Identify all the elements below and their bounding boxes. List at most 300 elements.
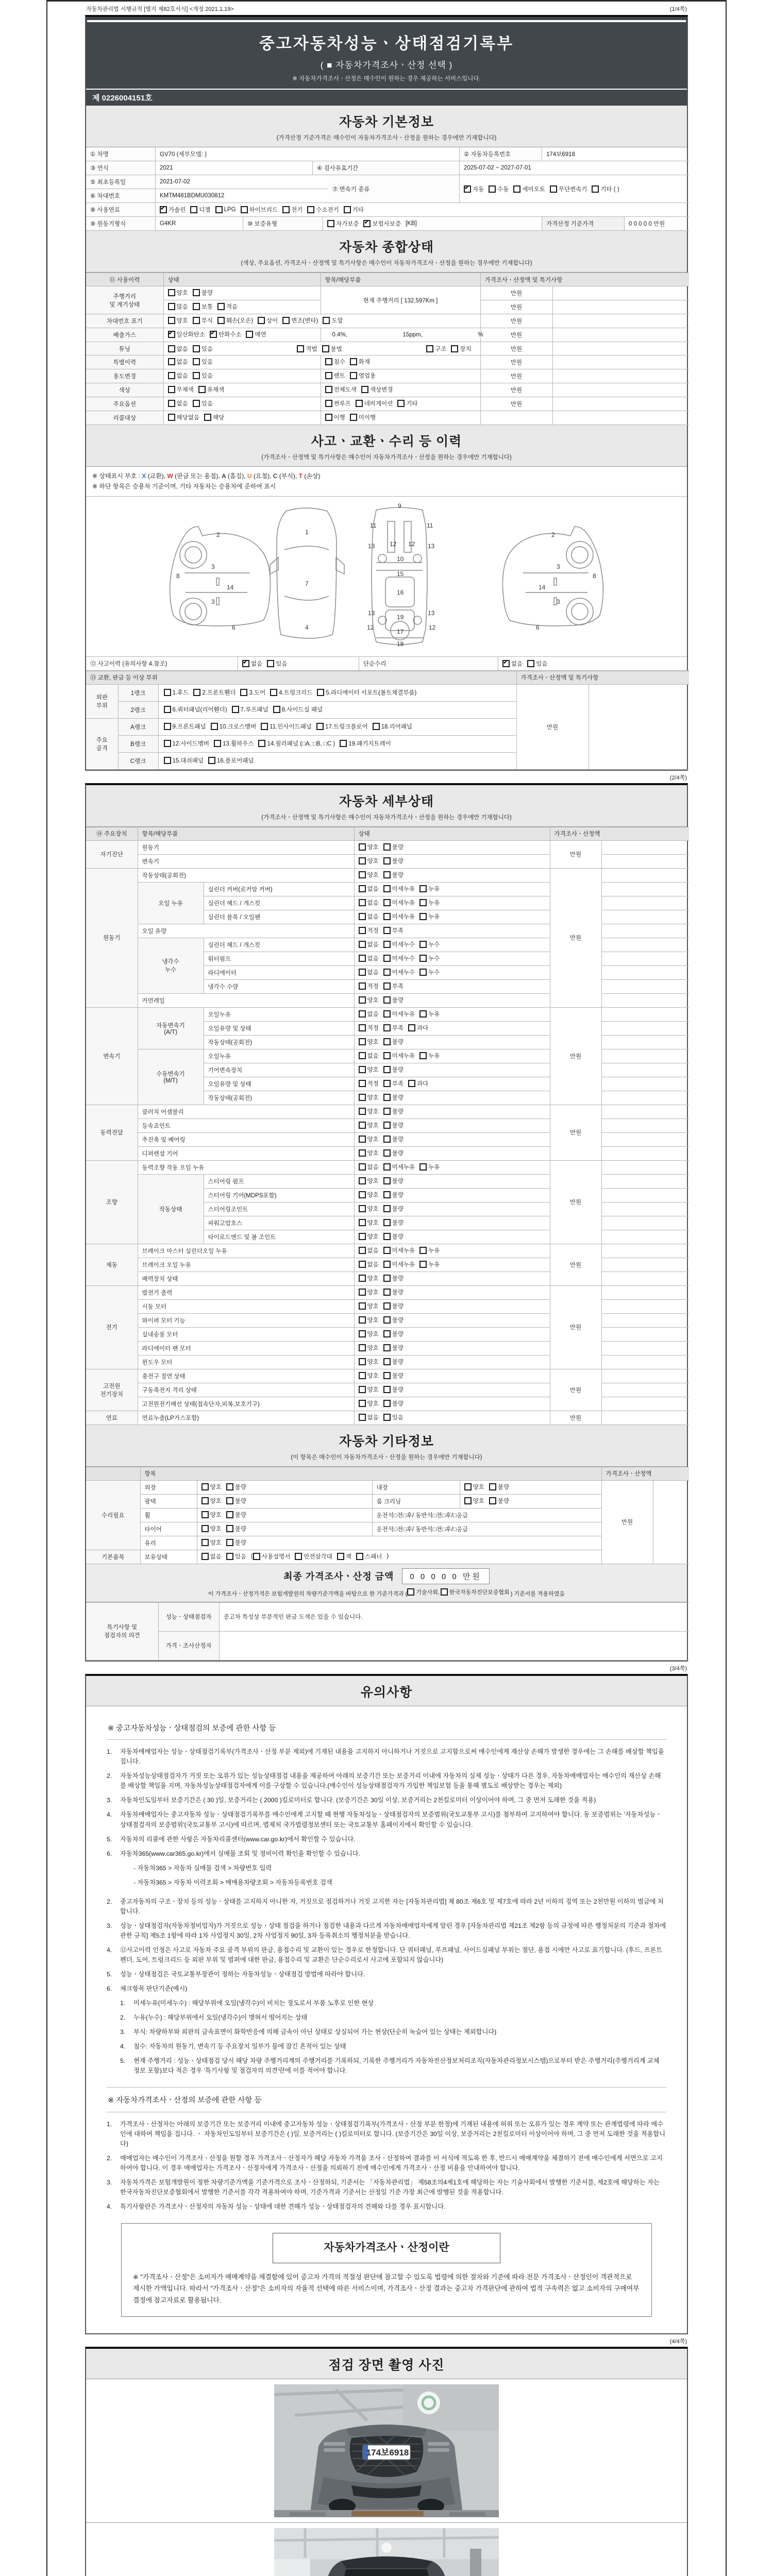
checkbox-icon[interactable] bbox=[359, 1066, 366, 1073]
checkbox-option[interactable] bbox=[359, 1399, 379, 1408]
checkbox-option[interactable] bbox=[168, 330, 206, 338]
checkbox-option[interactable] bbox=[359, 1344, 379, 1352]
checkbox-icon[interactable] bbox=[359, 899, 366, 906]
checkbox-icon[interactable] bbox=[325, 414, 332, 421]
checkbox-icon[interactable] bbox=[327, 220, 334, 227]
checkbox-option[interactable] bbox=[226, 1483, 246, 1491]
checkbox-option[interactable] bbox=[383, 1218, 404, 1227]
checkbox-icon[interactable] bbox=[322, 345, 329, 352]
checkbox-option[interactable] bbox=[350, 371, 376, 380]
checkbox-option[interactable] bbox=[359, 1052, 379, 1060]
checkbox-option[interactable] bbox=[226, 1497, 246, 1505]
part-checkbox-option[interactable] bbox=[340, 739, 391, 748]
checkbox-icon[interactable] bbox=[246, 331, 253, 338]
checkbox-icon[interactable] bbox=[226, 1525, 233, 1532]
checkbox-option[interactable] bbox=[383, 1274, 404, 1282]
checkbox-option[interactable] bbox=[383, 940, 415, 948]
checkbox-option[interactable] bbox=[359, 1330, 379, 1338]
checkbox-icon[interactable] bbox=[201, 1553, 209, 1560]
checkbox-icon[interactable] bbox=[164, 689, 171, 696]
checkbox-icon[interactable] bbox=[464, 1497, 472, 1504]
checkbox-icon[interactable] bbox=[359, 941, 366, 948]
checkbox-icon[interactable] bbox=[383, 857, 391, 865]
checkbox-option[interactable] bbox=[419, 1010, 440, 1018]
checkbox-option[interactable] bbox=[383, 1010, 415, 1018]
checkbox-option[interactable] bbox=[242, 659, 262, 668]
checkbox-icon[interactable] bbox=[383, 927, 391, 934]
checkbox-option[interactable] bbox=[383, 885, 415, 893]
checkbox-icon[interactable] bbox=[258, 740, 265, 747]
checkbox-option[interactable] bbox=[419, 940, 440, 948]
checkbox-option[interactable] bbox=[193, 345, 213, 353]
checkbox-icon[interactable] bbox=[419, 969, 427, 976]
checkbox-option[interactable] bbox=[383, 1065, 404, 1074]
checkbox-option[interactable] bbox=[356, 399, 393, 408]
part-checkbox-option[interactable] bbox=[211, 722, 257, 731]
checkbox-icon[interactable] bbox=[240, 689, 247, 696]
checkbox-icon[interactable] bbox=[359, 1414, 366, 1421]
checkbox-icon[interactable] bbox=[419, 1163, 427, 1171]
checkbox-option[interactable] bbox=[359, 1232, 379, 1241]
checkbox-icon[interactable] bbox=[297, 345, 304, 352]
checkbox-icon[interactable] bbox=[383, 1316, 391, 1324]
part-checkbox-option[interactable] bbox=[316, 722, 368, 731]
checkbox-icon[interactable] bbox=[359, 1302, 366, 1310]
checkbox-icon[interactable] bbox=[217, 303, 225, 310]
checkbox-option[interactable] bbox=[359, 1010, 379, 1018]
checkbox-option[interactable] bbox=[592, 185, 619, 193]
checkbox-icon[interactable] bbox=[168, 372, 175, 379]
checkbox-icon[interactable] bbox=[408, 1024, 415, 1031]
checkbox-icon[interactable] bbox=[168, 400, 175, 407]
checkbox-icon[interactable] bbox=[325, 372, 332, 379]
checkbox-icon[interactable] bbox=[214, 740, 221, 747]
checkbox-option[interactable] bbox=[408, 1079, 428, 1088]
checkbox-icon[interactable] bbox=[273, 706, 280, 713]
checkbox-icon[interactable] bbox=[359, 1219, 366, 1226]
checkbox-icon[interactable] bbox=[215, 206, 223, 213]
checkbox-icon[interactable] bbox=[359, 1136, 366, 1143]
checkbox-icon[interactable] bbox=[383, 1136, 391, 1143]
checkbox-icon[interactable] bbox=[193, 400, 200, 407]
checkbox-option[interactable] bbox=[383, 1177, 404, 1185]
checkbox-icon[interactable] bbox=[426, 345, 433, 352]
checkbox-option[interactable] bbox=[383, 871, 404, 879]
checkbox-option[interactable] bbox=[359, 1274, 379, 1282]
checkbox-option[interactable] bbox=[168, 358, 188, 366]
checkbox-icon[interactable] bbox=[201, 1497, 209, 1504]
checkbox-icon[interactable] bbox=[359, 1330, 366, 1337]
checkbox-checked-icon[interactable] bbox=[464, 185, 471, 193]
checkbox-option[interactable] bbox=[359, 1024, 379, 1032]
checkbox-icon[interactable] bbox=[383, 1149, 391, 1157]
checkbox-icon[interactable] bbox=[168, 358, 175, 365]
checkbox-icon[interactable] bbox=[383, 969, 391, 976]
checkbox-icon[interactable] bbox=[193, 303, 200, 310]
part-checkbox-option[interactable] bbox=[317, 688, 416, 697]
checkbox-option[interactable] bbox=[193, 289, 213, 297]
checkbox-option[interactable] bbox=[201, 1552, 222, 1561]
checkbox-icon[interactable] bbox=[359, 1386, 366, 1393]
checkbox-icon[interactable] bbox=[397, 400, 405, 407]
checkbox-icon[interactable] bbox=[513, 185, 520, 193]
checkbox-option[interactable] bbox=[201, 1511, 222, 1519]
checkbox-icon[interactable] bbox=[383, 871, 391, 878]
checkbox-option[interactable] bbox=[383, 843, 404, 851]
checkbox-option[interactable] bbox=[419, 912, 440, 921]
checkbox-icon[interactable] bbox=[383, 1261, 391, 1268]
checkbox-option[interactable] bbox=[160, 206, 186, 214]
checkbox-icon[interactable] bbox=[383, 1414, 391, 1421]
checkbox-option[interactable] bbox=[201, 1538, 222, 1547]
checkbox-option[interactable] bbox=[337, 1552, 351, 1561]
checkbox-icon[interactable] bbox=[359, 927, 366, 934]
checkbox-icon[interactable] bbox=[383, 982, 391, 990]
checkbox-option[interactable] bbox=[383, 1121, 404, 1129]
checkbox-icon[interactable] bbox=[451, 345, 458, 352]
checkbox-icon[interactable] bbox=[383, 1038, 391, 1045]
checkbox-option[interactable] bbox=[464, 185, 484, 193]
checkbox-icon[interactable] bbox=[408, 1080, 415, 1087]
part-checkbox-option[interactable] bbox=[214, 739, 254, 748]
checkbox-option[interactable] bbox=[359, 1121, 379, 1129]
part-checkbox-option[interactable] bbox=[373, 722, 412, 731]
checkbox-icon[interactable] bbox=[419, 885, 427, 892]
checkbox-checked-icon[interactable] bbox=[168, 331, 175, 338]
checkbox-option[interactable] bbox=[282, 316, 318, 325]
checkbox-option[interactable] bbox=[383, 1385, 404, 1394]
checkbox-icon[interactable] bbox=[527, 660, 534, 667]
checkbox-icon[interactable] bbox=[204, 414, 211, 421]
checkbox-icon[interactable] bbox=[419, 941, 427, 948]
checkbox-icon[interactable] bbox=[383, 1080, 391, 1087]
checkbox-option[interactable] bbox=[383, 968, 415, 976]
checkbox-icon[interactable] bbox=[419, 1261, 427, 1268]
checkbox-option[interactable] bbox=[226, 1538, 246, 1547]
checkbox-option[interactable] bbox=[359, 996, 379, 1004]
checkbox-option[interactable] bbox=[204, 413, 224, 421]
checkbox-icon[interactable] bbox=[383, 843, 391, 851]
checkbox-option[interactable] bbox=[451, 345, 471, 353]
checkbox-option[interactable] bbox=[344, 206, 364, 214]
checkbox-icon[interactable] bbox=[383, 941, 391, 948]
checkbox-icon[interactable] bbox=[359, 885, 366, 892]
checkbox-option[interactable] bbox=[383, 954, 415, 962]
checkbox-option[interactable] bbox=[323, 316, 343, 325]
checkbox-icon[interactable] bbox=[193, 372, 200, 379]
checkbox-option[interactable] bbox=[198, 385, 224, 394]
checkbox-option[interactable] bbox=[359, 1065, 379, 1074]
checkbox-icon[interactable] bbox=[226, 1539, 233, 1546]
checkbox-option[interactable] bbox=[168, 289, 188, 297]
checkbox-option[interactable] bbox=[359, 1316, 379, 1324]
checkbox-option[interactable] bbox=[327, 219, 359, 228]
checkbox-option[interactable] bbox=[383, 1344, 404, 1352]
part-checkbox-option[interactable] bbox=[164, 705, 227, 714]
checkbox-option[interactable] bbox=[359, 1288, 379, 1296]
checkbox-icon[interactable] bbox=[383, 1358, 391, 1365]
checkbox-icon[interactable] bbox=[168, 317, 175, 324]
checkbox-icon[interactable] bbox=[193, 358, 200, 365]
checkbox-option[interactable] bbox=[168, 413, 199, 421]
checkbox-option[interactable] bbox=[383, 982, 404, 990]
part-checkbox-option[interactable] bbox=[208, 756, 254, 765]
checkbox-option[interactable] bbox=[441, 1588, 510, 1596]
checkbox-option[interactable] bbox=[217, 302, 238, 311]
checkbox-icon[interactable] bbox=[164, 723, 171, 730]
checkbox-icon[interactable] bbox=[383, 1205, 391, 1212]
checkbox-icon[interactable] bbox=[241, 206, 248, 213]
checkbox-icon[interactable] bbox=[383, 1219, 391, 1226]
checkbox-icon[interactable] bbox=[489, 1497, 496, 1504]
checkbox-icon[interactable] bbox=[193, 345, 200, 352]
checkbox-icon[interactable] bbox=[464, 1483, 472, 1490]
checkbox-icon[interactable] bbox=[226, 1497, 233, 1504]
checkbox-option[interactable] bbox=[359, 1191, 379, 1199]
checkbox-icon[interactable] bbox=[359, 843, 366, 851]
checkbox-option[interactable] bbox=[426, 345, 446, 353]
checkbox-icon[interactable] bbox=[383, 913, 391, 920]
checkbox-icon[interactable] bbox=[359, 1344, 366, 1351]
checkbox-option[interactable] bbox=[168, 345, 188, 353]
checkbox-icon[interactable] bbox=[350, 358, 357, 365]
checkbox-option[interactable] bbox=[359, 885, 379, 893]
checkbox-option[interactable] bbox=[193, 358, 213, 366]
checkbox-icon[interactable] bbox=[350, 414, 357, 421]
checkbox-icon[interactable] bbox=[201, 1483, 209, 1490]
checkbox-icon[interactable] bbox=[168, 386, 175, 393]
checkbox-icon[interactable] bbox=[383, 1066, 391, 1073]
checkbox-option[interactable] bbox=[383, 1135, 404, 1143]
checkbox-option[interactable] bbox=[168, 316, 188, 325]
checkbox-option[interactable] bbox=[359, 1413, 379, 1421]
checkbox-icon[interactable] bbox=[190, 206, 197, 213]
checkbox-icon[interactable] bbox=[383, 1108, 391, 1115]
checkbox-icon[interactable] bbox=[383, 1400, 391, 1407]
checkbox-icon[interactable] bbox=[307, 206, 314, 213]
checkbox-option[interactable] bbox=[383, 1163, 415, 1171]
checkbox-option[interactable] bbox=[282, 206, 303, 214]
checkbox-icon[interactable] bbox=[359, 1108, 366, 1115]
part-checkbox-option[interactable] bbox=[193, 688, 236, 697]
checkbox-icon[interactable] bbox=[383, 1122, 391, 1129]
checkbox-option[interactable] bbox=[359, 968, 379, 976]
checkbox-option[interactable] bbox=[359, 1149, 379, 1157]
checkbox-option[interactable] bbox=[359, 1385, 379, 1394]
checkbox-option[interactable] bbox=[359, 1038, 379, 1046]
checkbox-option[interactable] bbox=[419, 1260, 440, 1268]
checkbox-option[interactable] bbox=[325, 385, 357, 394]
checkbox-option[interactable] bbox=[359, 1177, 379, 1185]
checkbox-icon[interactable] bbox=[359, 1080, 366, 1087]
checkbox-option[interactable] bbox=[325, 399, 351, 408]
checkbox-option[interactable] bbox=[226, 1552, 246, 1561]
checkbox-checked-icon[interactable] bbox=[160, 206, 167, 213]
checkbox-option[interactable] bbox=[350, 413, 376, 421]
checkbox-option[interactable] bbox=[193, 399, 213, 408]
checkbox-icon[interactable] bbox=[359, 1094, 366, 1101]
checkbox-option[interactable] bbox=[527, 659, 547, 668]
checkbox-icon[interactable] bbox=[295, 1553, 302, 1560]
checkbox-option[interactable] bbox=[226, 1524, 246, 1533]
checkbox-option[interactable] bbox=[419, 899, 440, 907]
checkbox-option[interactable] bbox=[419, 968, 440, 976]
checkbox-option[interactable] bbox=[193, 302, 213, 311]
checkbox-option[interactable] bbox=[359, 1107, 379, 1115]
checkbox-option[interactable] bbox=[363, 219, 401, 228]
checkbox-icon[interactable] bbox=[373, 723, 380, 730]
checkbox-option[interactable] bbox=[258, 316, 278, 325]
checkbox-icon[interactable] bbox=[317, 689, 324, 696]
checkbox-icon[interactable] bbox=[383, 1233, 391, 1240]
checkbox-option[interactable] bbox=[297, 345, 317, 353]
part-checkbox-option[interactable] bbox=[164, 756, 204, 765]
checkbox-option[interactable] bbox=[464, 1483, 484, 1491]
checkbox-icon[interactable] bbox=[419, 1052, 427, 1059]
checkbox-option[interactable] bbox=[383, 1399, 404, 1408]
checkbox-icon[interactable] bbox=[250, 1553, 260, 1560]
checkbox-option[interactable] bbox=[210, 330, 241, 338]
checkbox-option[interactable] bbox=[359, 1163, 379, 1171]
checkbox-option[interactable] bbox=[383, 1205, 404, 1213]
checkbox-option[interactable] bbox=[322, 345, 342, 353]
checkbox-option[interactable] bbox=[359, 1246, 379, 1255]
checkbox-icon[interactable] bbox=[201, 1525, 209, 1532]
checkbox-option[interactable] bbox=[383, 1246, 415, 1255]
checkbox-icon[interactable] bbox=[359, 1163, 366, 1171]
checkbox-option[interactable] bbox=[383, 1260, 415, 1268]
checkbox-icon[interactable] bbox=[323, 317, 330, 324]
checkbox-option[interactable] bbox=[168, 371, 188, 380]
checkbox-option[interactable] bbox=[193, 371, 213, 380]
checkbox-option[interactable] bbox=[464, 1497, 484, 1505]
checkbox-icon[interactable] bbox=[168, 289, 175, 296]
checkbox-icon[interactable] bbox=[359, 1400, 366, 1407]
checkbox-icon[interactable] bbox=[359, 1177, 366, 1184]
checkbox-icon[interactable] bbox=[550, 185, 557, 193]
checkbox-icon[interactable] bbox=[211, 723, 218, 730]
part-checkbox-option[interactable] bbox=[273, 705, 323, 714]
checkbox-option[interactable] bbox=[215, 206, 236, 213]
checkbox-icon[interactable] bbox=[340, 740, 347, 747]
checkbox-icon[interactable] bbox=[592, 185, 599, 193]
checkbox-option[interactable] bbox=[383, 1371, 404, 1380]
checkbox-icon[interactable] bbox=[419, 899, 427, 906]
filled-checkbox-icon[interactable]: ■ bbox=[327, 60, 333, 70]
checkbox-icon[interactable] bbox=[383, 996, 391, 1004]
checkbox-option[interactable] bbox=[489, 1483, 509, 1491]
checkbox-option[interactable] bbox=[383, 1316, 404, 1324]
checkbox-option[interactable] bbox=[193, 316, 213, 325]
checkbox-icon[interactable] bbox=[258, 317, 265, 324]
checkbox-icon[interactable] bbox=[383, 1052, 391, 1059]
checkbox-option[interactable] bbox=[359, 982, 379, 990]
checkbox-icon[interactable] bbox=[359, 955, 366, 962]
checkbox-icon[interactable] bbox=[193, 317, 200, 324]
checkbox-option[interactable] bbox=[217, 316, 253, 325]
checkbox-option[interactable] bbox=[550, 185, 587, 193]
checkbox-icon[interactable] bbox=[383, 1024, 391, 1031]
checkbox-option[interactable] bbox=[397, 399, 417, 408]
checkbox-option[interactable] bbox=[383, 912, 415, 921]
checkbox-option[interactable] bbox=[361, 385, 393, 394]
checkbox-icon[interactable] bbox=[217, 317, 225, 324]
checkbox-icon[interactable] bbox=[226, 1511, 233, 1518]
checkbox-checked-icon[interactable] bbox=[242, 660, 249, 667]
checkbox-icon[interactable] bbox=[168, 414, 175, 421]
checkbox-icon[interactable] bbox=[383, 1163, 391, 1171]
checkbox-option[interactable] bbox=[359, 1218, 379, 1227]
checkbox-icon[interactable] bbox=[359, 871, 366, 878]
checkbox-icon[interactable] bbox=[208, 757, 215, 764]
part-checkbox-option[interactable] bbox=[258, 739, 335, 748]
checkbox-option[interactable] bbox=[419, 885, 440, 893]
checkbox-icon[interactable] bbox=[383, 1191, 391, 1198]
checkbox-icon[interactable] bbox=[359, 969, 366, 976]
checkbox-option[interactable] bbox=[359, 1371, 379, 1380]
checkbox-option[interactable] bbox=[359, 940, 379, 948]
checkbox-option[interactable] bbox=[419, 954, 440, 962]
checkbox-option[interactable] bbox=[359, 926, 379, 935]
checkbox-option[interactable] bbox=[419, 1246, 440, 1255]
part-checkbox-option[interactable] bbox=[164, 688, 189, 697]
checkbox-icon[interactable] bbox=[419, 913, 427, 920]
part-checkbox-option[interactable] bbox=[240, 688, 265, 697]
checkbox-option[interactable] bbox=[359, 1135, 379, 1143]
checkbox-icon[interactable] bbox=[359, 1233, 366, 1240]
checkbox-icon[interactable] bbox=[359, 1052, 366, 1059]
checkbox-icon[interactable] bbox=[359, 1247, 366, 1254]
checkbox-icon[interactable] bbox=[282, 206, 290, 213]
checkbox-option[interactable] bbox=[359, 871, 379, 879]
checkbox-option[interactable] bbox=[359, 1260, 379, 1268]
checkbox-icon[interactable] bbox=[359, 857, 366, 865]
checkbox-option[interactable] bbox=[295, 1552, 332, 1561]
checkbox-icon[interactable] bbox=[201, 1511, 209, 1518]
checkbox-option[interactable] bbox=[383, 857, 404, 865]
checkbox-option[interactable] bbox=[383, 1232, 404, 1241]
checkbox-icon[interactable] bbox=[164, 740, 171, 747]
checkbox-icon[interactable] bbox=[267, 660, 274, 667]
checkbox-option[interactable] bbox=[325, 358, 345, 366]
checkbox-icon[interactable] bbox=[419, 955, 427, 962]
checkbox-icon[interactable] bbox=[359, 982, 366, 990]
checkbox-icon[interactable] bbox=[350, 372, 357, 379]
checkbox-icon[interactable] bbox=[489, 1483, 496, 1490]
checkbox-option[interactable] bbox=[325, 371, 345, 380]
checkbox-icon[interactable] bbox=[226, 1553, 233, 1560]
checkbox-icon[interactable] bbox=[193, 289, 200, 296]
checkbox-icon[interactable] bbox=[383, 1344, 391, 1351]
checkbox-icon[interactable] bbox=[383, 1177, 391, 1184]
checkbox-option[interactable] bbox=[359, 954, 379, 962]
checkbox-option[interactable] bbox=[325, 413, 345, 421]
checkbox-icon[interactable] bbox=[359, 1275, 366, 1282]
checkbox-icon[interactable] bbox=[193, 689, 200, 696]
checkbox-icon[interactable] bbox=[383, 1275, 391, 1282]
part-checkbox-option[interactable] bbox=[232, 705, 268, 714]
checkbox-icon[interactable] bbox=[168, 345, 175, 352]
checkbox-option[interactable] bbox=[201, 1483, 222, 1491]
checkbox-option[interactable] bbox=[168, 399, 188, 408]
checkbox-icon[interactable] bbox=[419, 1010, 427, 1018]
checkbox-option[interactable] bbox=[246, 330, 266, 338]
checkbox-option[interactable] bbox=[383, 1052, 415, 1060]
checkbox-icon[interactable] bbox=[198, 386, 206, 393]
checkbox-option[interactable] bbox=[383, 1413, 404, 1421]
checkbox-option[interactable] bbox=[383, 1302, 404, 1310]
checkbox-icon[interactable] bbox=[270, 689, 277, 696]
